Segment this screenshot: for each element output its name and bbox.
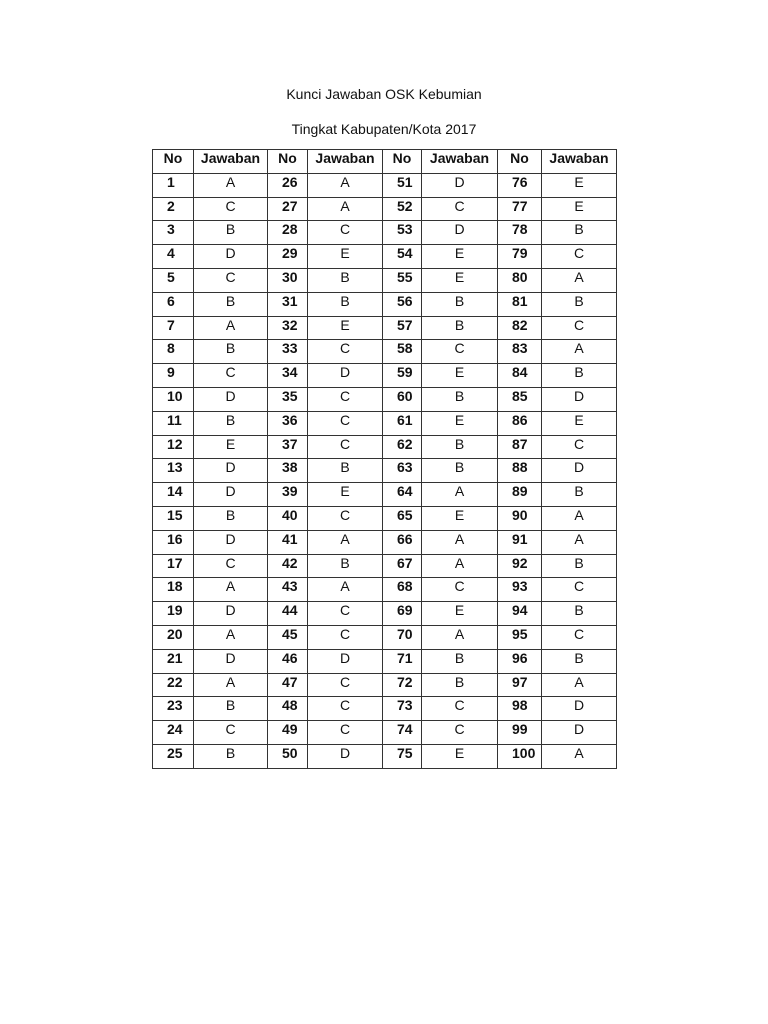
question-number: 95 bbox=[498, 625, 542, 649]
document-subtitle: Tingkat Kabupaten/Kota 2017 bbox=[291, 121, 477, 137]
table-row bbox=[153, 483, 617, 507]
table-row bbox=[153, 721, 617, 745]
answer-cell: C bbox=[542, 245, 617, 269]
header-jawaban: Jawaban bbox=[308, 150, 383, 174]
question-number: 32 bbox=[268, 316, 308, 340]
question-number: 54 bbox=[383, 245, 422, 269]
question-number: 60 bbox=[383, 387, 422, 411]
question-number: 98 bbox=[498, 697, 542, 721]
question-number: 11 bbox=[153, 411, 194, 435]
question-number: 57 bbox=[383, 316, 422, 340]
answer-cell: C bbox=[422, 340, 498, 364]
question-number: 72 bbox=[383, 673, 422, 697]
question-number: 16 bbox=[153, 530, 194, 554]
question-number: 80 bbox=[498, 268, 542, 292]
answer-cell: B bbox=[542, 602, 617, 626]
header-no: No bbox=[153, 150, 194, 174]
question-number: 62 bbox=[383, 435, 422, 459]
table-row bbox=[153, 268, 617, 292]
question-number: 37 bbox=[268, 435, 308, 459]
answer-cell: A bbox=[542, 506, 617, 530]
answer-cell: D bbox=[308, 744, 383, 768]
question-number: 90 bbox=[498, 506, 542, 530]
answer-cell: B bbox=[422, 387, 498, 411]
answer-cell: B bbox=[542, 483, 617, 507]
answer-cell: C bbox=[308, 602, 383, 626]
answer-cell: C bbox=[542, 435, 617, 459]
table-row bbox=[153, 673, 617, 697]
answer-cell: A bbox=[308, 197, 383, 221]
question-number: 77 bbox=[498, 197, 542, 221]
table-row bbox=[153, 340, 617, 364]
answer-cell: A bbox=[194, 316, 268, 340]
question-number: 19 bbox=[153, 602, 194, 626]
answer-cell: C bbox=[542, 625, 617, 649]
answer-cell: A bbox=[194, 673, 268, 697]
answer-cell: E bbox=[422, 744, 498, 768]
table-row bbox=[153, 411, 617, 435]
question-number: 88 bbox=[498, 459, 542, 483]
question-number: 6 bbox=[153, 292, 194, 316]
question-number: 89 bbox=[498, 483, 542, 507]
question-number: 84 bbox=[498, 364, 542, 388]
question-number: 64 bbox=[383, 483, 422, 507]
answer-cell: B bbox=[542, 364, 617, 388]
answer-cell: B bbox=[194, 221, 268, 245]
answer-cell: B bbox=[422, 649, 498, 673]
table-row bbox=[153, 435, 617, 459]
question-number: 3 bbox=[153, 221, 194, 245]
question-number: 4 bbox=[153, 245, 194, 269]
answer-cell: B bbox=[542, 554, 617, 578]
question-number: 10 bbox=[153, 387, 194, 411]
question-number: 96 bbox=[498, 649, 542, 673]
question-number: 38 bbox=[268, 459, 308, 483]
answer-cell: C bbox=[308, 221, 383, 245]
question-number: 55 bbox=[383, 268, 422, 292]
header-no: No bbox=[383, 150, 422, 174]
answer-cell: E bbox=[422, 411, 498, 435]
answer-cell: D bbox=[542, 697, 617, 721]
answer-cell: B bbox=[422, 459, 498, 483]
answer-cell: C bbox=[422, 578, 498, 602]
table-row bbox=[153, 530, 617, 554]
table-row bbox=[153, 625, 617, 649]
answer-cell: C bbox=[422, 697, 498, 721]
answer-cell: B bbox=[194, 411, 268, 435]
question-number: 73 bbox=[383, 697, 422, 721]
table-row bbox=[153, 197, 617, 221]
answer-cell: A bbox=[542, 744, 617, 768]
answer-cell: B bbox=[308, 268, 383, 292]
question-number: 21 bbox=[153, 649, 194, 673]
answer-cell: A bbox=[194, 173, 268, 197]
answer-cell: A bbox=[422, 554, 498, 578]
question-number: 27 bbox=[268, 197, 308, 221]
question-number: 93 bbox=[498, 578, 542, 602]
answer-cell: E bbox=[422, 245, 498, 269]
table-row bbox=[153, 459, 617, 483]
question-number: 36 bbox=[268, 411, 308, 435]
answer-cell: B bbox=[194, 744, 268, 768]
answer-cell: C bbox=[308, 721, 383, 745]
answer-cell: B bbox=[194, 292, 268, 316]
answer-cell: B bbox=[194, 506, 268, 530]
question-number: 75 bbox=[383, 744, 422, 768]
question-number: 26 bbox=[268, 173, 308, 197]
answer-cell: D bbox=[194, 530, 268, 554]
answer-cell: A bbox=[422, 530, 498, 554]
answer-cell: B bbox=[308, 459, 383, 483]
table-row bbox=[153, 245, 617, 269]
question-number: 50 bbox=[268, 744, 308, 768]
header-jawaban: Jawaban bbox=[194, 150, 268, 174]
answer-cell: B bbox=[542, 292, 617, 316]
answer-cell: C bbox=[308, 506, 383, 530]
question-number: 67 bbox=[383, 554, 422, 578]
question-number: 68 bbox=[383, 578, 422, 602]
question-number: 2 bbox=[153, 197, 194, 221]
answer-cell: C bbox=[422, 197, 498, 221]
question-number: 94 bbox=[498, 602, 542, 626]
answer-cell: A bbox=[308, 578, 383, 602]
answer-cell: C bbox=[194, 197, 268, 221]
answer-cell: E bbox=[422, 364, 498, 388]
answer-cell: A bbox=[542, 340, 617, 364]
answer-cell: C bbox=[308, 697, 383, 721]
answer-cell: C bbox=[308, 673, 383, 697]
answer-cell: C bbox=[194, 721, 268, 745]
question-number: 51 bbox=[383, 173, 422, 197]
table-row bbox=[153, 578, 617, 602]
answer-cell: D bbox=[422, 173, 498, 197]
answer-cell: C bbox=[542, 578, 617, 602]
question-number: 58 bbox=[383, 340, 422, 364]
answer-cell: C bbox=[194, 268, 268, 292]
answer-cell: A bbox=[308, 530, 383, 554]
answer-cell: D bbox=[422, 221, 498, 245]
table-row bbox=[153, 316, 617, 340]
answer-cell: D bbox=[542, 459, 617, 483]
answer-cell: B bbox=[422, 435, 498, 459]
answer-cell: B bbox=[422, 316, 498, 340]
question-number: 74 bbox=[383, 721, 422, 745]
question-number: 18 bbox=[153, 578, 194, 602]
answer-cell: D bbox=[308, 649, 383, 673]
question-number: 46 bbox=[268, 649, 308, 673]
question-number: 8 bbox=[153, 340, 194, 364]
answer-cell: E bbox=[194, 435, 268, 459]
table-row bbox=[153, 697, 617, 721]
question-number: 100 bbox=[498, 744, 542, 768]
header-jawaban: Jawaban bbox=[542, 150, 617, 174]
answer-cell: A bbox=[422, 625, 498, 649]
question-number: 87 bbox=[498, 435, 542, 459]
question-number: 45 bbox=[268, 625, 308, 649]
answer-cell: E bbox=[308, 483, 383, 507]
answer-cell: B bbox=[542, 649, 617, 673]
answer-cell: A bbox=[542, 673, 617, 697]
answer-cell: C bbox=[194, 364, 268, 388]
question-number: 14 bbox=[153, 483, 194, 507]
question-number: 42 bbox=[268, 554, 308, 578]
table-header-row bbox=[153, 150, 617, 174]
answer-cell: C bbox=[308, 411, 383, 435]
question-number: 66 bbox=[383, 530, 422, 554]
question-number: 49 bbox=[268, 721, 308, 745]
answer-cell: A bbox=[194, 625, 268, 649]
answer-cell: A bbox=[308, 173, 383, 197]
question-number: 24 bbox=[153, 721, 194, 745]
answer-cell: E bbox=[542, 173, 617, 197]
question-number: 39 bbox=[268, 483, 308, 507]
answer-key-table bbox=[152, 149, 617, 769]
answer-cell: E bbox=[308, 245, 383, 269]
question-number: 70 bbox=[383, 625, 422, 649]
question-number: 35 bbox=[268, 387, 308, 411]
table-row bbox=[153, 744, 617, 768]
question-number: 76 bbox=[498, 173, 542, 197]
question-number: 92 bbox=[498, 554, 542, 578]
question-number: 13 bbox=[153, 459, 194, 483]
question-number: 23 bbox=[153, 697, 194, 721]
answer-cell: C bbox=[308, 340, 383, 364]
answer-cell: B bbox=[194, 697, 268, 721]
table-row bbox=[153, 387, 617, 411]
answer-cell: D bbox=[542, 721, 617, 745]
question-number: 59 bbox=[383, 364, 422, 388]
question-number: 20 bbox=[153, 625, 194, 649]
header-no: No bbox=[268, 150, 308, 174]
answer-cell: E bbox=[542, 197, 617, 221]
answer-cell: C bbox=[308, 387, 383, 411]
answer-cell: D bbox=[194, 602, 268, 626]
question-number: 25 bbox=[153, 744, 194, 768]
question-number: 52 bbox=[383, 197, 422, 221]
question-number: 44 bbox=[268, 602, 308, 626]
answer-cell: D bbox=[194, 387, 268, 411]
answer-cell: A bbox=[422, 483, 498, 507]
question-number: 71 bbox=[383, 649, 422, 673]
question-number: 81 bbox=[498, 292, 542, 316]
table-row bbox=[153, 506, 617, 530]
table-row bbox=[153, 364, 617, 388]
question-number: 56 bbox=[383, 292, 422, 316]
answer-cell: B bbox=[542, 221, 617, 245]
table-row bbox=[153, 173, 617, 197]
question-number: 85 bbox=[498, 387, 542, 411]
question-number: 40 bbox=[268, 506, 308, 530]
answer-cell: D bbox=[194, 459, 268, 483]
question-number: 9 bbox=[153, 364, 194, 388]
answer-cell: E bbox=[422, 506, 498, 530]
answer-cell: B bbox=[194, 340, 268, 364]
question-number: 83 bbox=[498, 340, 542, 364]
question-number: 33 bbox=[268, 340, 308, 364]
answer-cell: A bbox=[542, 268, 617, 292]
table-row bbox=[153, 649, 617, 673]
question-number: 48 bbox=[268, 697, 308, 721]
answer-cell: C bbox=[542, 316, 617, 340]
answer-cell: D bbox=[308, 364, 383, 388]
question-number: 29 bbox=[268, 245, 308, 269]
question-number: 22 bbox=[153, 673, 194, 697]
question-number: 99 bbox=[498, 721, 542, 745]
question-number: 1 bbox=[153, 173, 194, 197]
table-row bbox=[153, 602, 617, 626]
question-number: 17 bbox=[153, 554, 194, 578]
document-title: Kunci Jawaban OSK Kebumian bbox=[286, 86, 482, 102]
table-row bbox=[153, 221, 617, 245]
answer-cell: E bbox=[308, 316, 383, 340]
answer-cell: B bbox=[308, 292, 383, 316]
question-number: 91 bbox=[498, 530, 542, 554]
question-number: 31 bbox=[268, 292, 308, 316]
answer-cell: E bbox=[422, 268, 498, 292]
answer-cell: C bbox=[308, 625, 383, 649]
question-number: 97 bbox=[498, 673, 542, 697]
question-number: 34 bbox=[268, 364, 308, 388]
answer-cell: A bbox=[194, 578, 268, 602]
question-number: 78 bbox=[498, 221, 542, 245]
question-number: 15 bbox=[153, 506, 194, 530]
answer-cell: C bbox=[194, 554, 268, 578]
question-number: 30 bbox=[268, 268, 308, 292]
table-row bbox=[153, 292, 617, 316]
table-row bbox=[153, 554, 617, 578]
answer-cell: B bbox=[308, 554, 383, 578]
question-number: 63 bbox=[383, 459, 422, 483]
header-no: No bbox=[498, 150, 542, 174]
answer-cell: B bbox=[422, 673, 498, 697]
answer-cell: E bbox=[542, 411, 617, 435]
question-number: 43 bbox=[268, 578, 308, 602]
question-number: 7 bbox=[153, 316, 194, 340]
answer-cell: D bbox=[542, 387, 617, 411]
answer-cell: D bbox=[194, 483, 268, 507]
header-jawaban: Jawaban bbox=[422, 150, 498, 174]
question-number: 61 bbox=[383, 411, 422, 435]
question-number: 86 bbox=[498, 411, 542, 435]
question-number: 12 bbox=[153, 435, 194, 459]
answer-cell: C bbox=[308, 435, 383, 459]
question-number: 69 bbox=[383, 602, 422, 626]
answer-cell: D bbox=[194, 649, 268, 673]
answer-cell: B bbox=[422, 292, 498, 316]
question-number: 47 bbox=[268, 673, 308, 697]
answer-cell: D bbox=[194, 245, 268, 269]
answer-cell: E bbox=[422, 602, 498, 626]
question-number: 41 bbox=[268, 530, 308, 554]
question-number: 53 bbox=[383, 221, 422, 245]
question-number: 28 bbox=[268, 221, 308, 245]
question-number: 79 bbox=[498, 245, 542, 269]
answer-cell: A bbox=[542, 530, 617, 554]
question-number: 5 bbox=[153, 268, 194, 292]
question-number: 65 bbox=[383, 506, 422, 530]
question-number: 82 bbox=[498, 316, 542, 340]
answer-cell: C bbox=[422, 721, 498, 745]
